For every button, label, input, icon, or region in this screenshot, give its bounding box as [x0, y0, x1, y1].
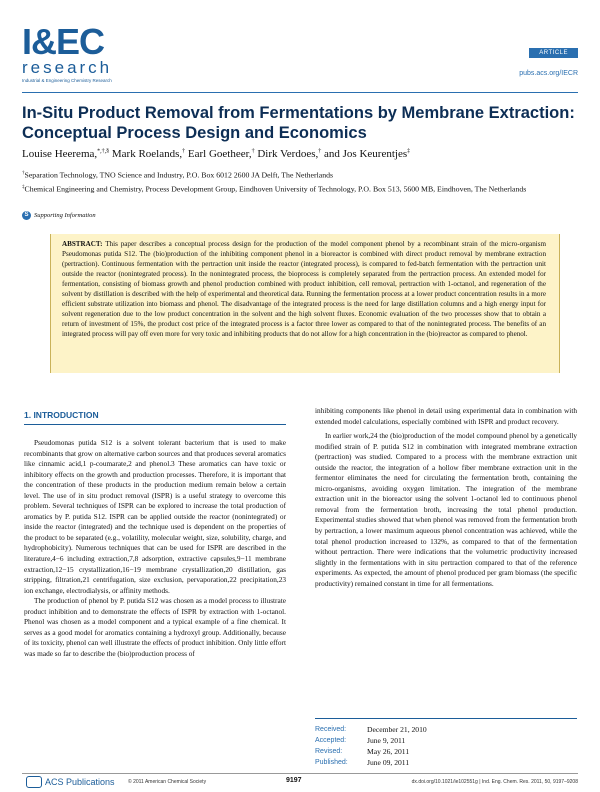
paragraph: inhibiting components like phenol in detail using experimental data in combination with extended model calculations, especially combined with ISPR and product recovery. — [315, 406, 577, 426]
header-divider — [22, 92, 578, 93]
author-name[interactable]: and Jos Keurentjes — [321, 148, 408, 160]
author-name[interactable]: Mark Roelands, — [109, 148, 183, 160]
page-number: 9197 — [286, 777, 302, 784]
affiliation-text: Separation Technology, TNO Science and Industry, P.O. Box 6012 2600 JA Delft, The Netherlands — [24, 170, 334, 180]
section-divider — [24, 424, 286, 425]
copyright: © 2011 American Chemical Society — [128, 779, 207, 785]
journal-url[interactable]: pubs.acs.org/IECR — [519, 70, 578, 77]
logo-tagline: Industrial & Engineering Chemistry Research — [22, 78, 112, 83]
right-column — [315, 406, 577, 589]
logo-main: I&EC — [22, 21, 105, 62]
affiliation — [22, 182, 578, 195]
date-received: Received: December 21, 2010 — [315, 725, 427, 734]
article-badge: ARTICLE — [529, 48, 578, 58]
paragraph: The production of phenol by P. putida S12 was chosen as a model process to illustrate product inhibition and to demonstrate the effects of ISPR by extraction with 1-octanol. Phenol was chosen as a model component and a typical example of a fine chemical. It serves as a good model for aromatics containing a hydroxyl group. Additionally, because of its toxicity, phenol can well illustrate the effects of product inhibition. Only little effort was made so far to describe the (bio)production process of — [24, 596, 286, 658]
author-affil-mark: † — [251, 148, 255, 155]
abstract — [62, 239, 546, 339]
paragraph: Pseudomonas putida S12 is a solvent tolerant bacterium that is used to make recombinants that grow on alternative carbon sources and that produces several aromatics like cinnamic acid,1 p-coumarate,2 and phenol.3 These aromatics can have toxic or inhibitory effects on the growth and production processes. Therefore, it is important that the concentration of these products in the production medium remain below a certain level. The use of in situ product removal (ISPR) is a useful strategy to overcome this problem. Several techniques of ISPR can be explored to increase the total production of aromatics by P. putida S12. ISPR can be applied outside the reactor (nonintegrated) or inside the reactor (integrated) and the technique used is dependent on the properties of the product to be separated (e.g., volatility, molecular weight, size, solubility, charge, and hydrophobicity). Numerous techniques that can be used for ISPR are described in the literature,4−6 including extraction,7,8 adsorption, extractive capsules,9−11 membrane extraction,12−15 crystallization,16−19 membrane crystallization,20 distillation, gas stripping, filtration,21 centrifugation, size exclusion, pervaporation,22 precipitation,23 ion exchange, electrodialysis, or affinity methods. — [24, 438, 286, 595]
journal-logo — [22, 21, 172, 83]
affiliation-text: Chemical Engineering and Chemistry, Process Development Group, Eindhoven University of Technology, P.O. Box 513, 5600 MB, Eindhoven, The Netherlands — [24, 184, 527, 194]
author-affil-mark: ‡ — [407, 148, 411, 155]
author-affil-mark: *,†,§ — [97, 148, 110, 155]
author-name[interactable]: Earl Goetheer, — [185, 148, 252, 160]
doi-citation[interactable]: dx.doi.org/10.1021/ie102551g | Ind. Eng. Chem. Res. 2011, 50, 9197–9208 — [411, 779, 578, 785]
publication-dates — [315, 718, 577, 768]
section-heading: 1. INTRODUCTION — [24, 410, 99, 420]
date-accepted: Accepted: June 9, 2011 — [315, 736, 406, 745]
author-list — [22, 148, 578, 160]
author-affil-mark: † — [318, 148, 322, 155]
author-name[interactable]: Dirk Verdoes, — [254, 148, 319, 160]
date-revised: Revised: May 26, 2011 — [315, 747, 410, 756]
date-published: Published: June 09, 2011 — [315, 758, 410, 767]
affiliation-mark: † — [22, 171, 25, 176]
abstract-label: ABSTRACT: — [62, 240, 103, 248]
supporting-info-label: Supporting Information — [34, 212, 96, 219]
paper-title: In-Situ Product Removal from Fermentations by Membrane Extraction: Conceptual Process Design and Economics — [22, 104, 575, 142]
footer-divider — [22, 773, 578, 774]
acs-logo-icon — [26, 776, 42, 788]
affiliation-mark: ‡ — [22, 185, 25, 190]
supporting-info-icon: S — [22, 211, 31, 220]
affiliation — [22, 168, 578, 181]
author-affil-mark: † — [182, 148, 186, 155]
abstract-body: This paper describes a conceptual process design for the production of the model component phenol by a recombinant strain of the micro-organism Pseudomonas putida S12. The (bio)production of the inhibiting component phenol in a bioreactor is combined with direct product removal by membrane extraction (pertraction). Continuous fermentation with the pertraction unit inside the reactor (integrated process), is compared to fed-batch fermentation with the pertraction unit outside the reactor (nonintegrated process). In the nonintegrated process, the bioprocess is completely separated from the pertraction process. An extended model for fermentation, consisting of biomass growth and phenol production combined with product inhibition, cell removal, pertraction with 1-octanol, and regeneration of the solvent by distillation is described with the help of experimental and theoretical data. Running the fermentation process at a lower product concentration results in a more efficient substrate utilization into biomass and phenol. The disadvantage of the integrated process is the need for large distillation columns and a high energy input for solvent regeneration due to the low product concentration in the solvent and the high solvent fluxes. Economic evaluation of the two processes show that to obtain a return of investment of 15%, the product cost price of the integrated process is a factor three lower as compared to that of the nonintegrated process. The benefits of an integrated process will pay off even more for very toxic and inhibiting products that do not allow for a high concentration in the (bio)reactor as compared to phenol. — [62, 240, 546, 339]
logo-sub: research — [22, 58, 113, 77]
author-name[interactable]: Louise Heerema, — [22, 148, 98, 160]
paragraph: In earlier work,24 the (bio)production of the model compound phenol by a genetically modified strain of P. putida S12 in combination with integrated membrane extraction (pertraction) was studied. Compared to a process with the membrane extraction unit outside the reactor, the integration of a hollow fiber membrane extraction unit in the fermentor eliminates the need for circulating the fermentation broth, containing the micro-organisms, avoiding oxygen limitation. The integration of the membrane extraction unit in the bioreactor using the solvent 1-octanol led to continuous phenol removal from the fermentation broth, increasing the total phenol production. Experimental studies showed that when phenol was removed from the fermentation broth by pertraction, a lower maximum aqueous phenol concentration was achieved, while the total phenol production increased to 132%, as compared to that of the fermentation without pertraction. There were indications that the volumetric productivity increased slightly in the fermentations with in situ pertraction compared to that of the reference experiments. As expected, the amount of phenol produced per gram biomass (the specific productivity) remained constant in time for all fermentations. — [315, 431, 577, 588]
acs-publications-logo: ACS Publications — [26, 776, 115, 788]
left-column — [24, 438, 286, 659]
supporting-info-link[interactable] — [22, 211, 96, 220]
